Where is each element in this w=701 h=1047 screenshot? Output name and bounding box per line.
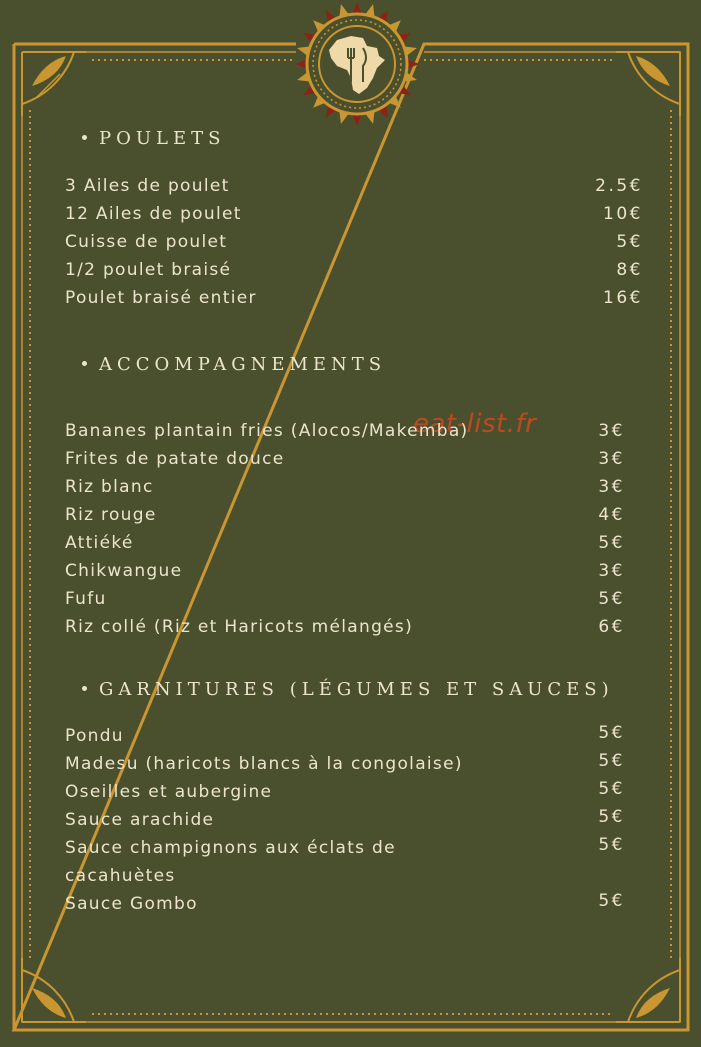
menu-item-price: 2.5€ <box>595 176 643 196</box>
leaf-icon <box>32 56 66 86</box>
menu-item-price: 3€ <box>598 421 625 441</box>
menu-item-price: 5€ <box>598 723 625 743</box>
menu-item: Sauce champignons aux éclats de <box>65 838 396 858</box>
leaf-icon <box>636 56 670 86</box>
bullet <box>82 135 87 140</box>
menu-item: Sauce arachide <box>65 810 215 830</box>
menu-item: Riz rouge <box>65 505 157 525</box>
menu-item: 1/2 poulet braisé <box>65 260 232 280</box>
menu-item-price: 4€ <box>598 505 625 525</box>
menu-item-price: 5€ <box>616 232 643 252</box>
menu-item-price: 5€ <box>598 891 625 911</box>
menu-item: Frites de patate douce <box>65 449 285 469</box>
leaf-icon <box>32 988 66 1018</box>
menu-item-price: 16€ <box>603 288 643 308</box>
menu-item-price: 5€ <box>598 807 625 827</box>
menu-item-price: 5€ <box>598 589 625 609</box>
menu-item: Chikwangue <box>65 561 183 581</box>
menu-item: Poulet braisé entier <box>65 288 257 308</box>
menu-item-price: 5€ <box>598 835 625 855</box>
menu-item-continued: cacahuètes <box>65 866 176 886</box>
menu-item: Madesu (haricots blancs à la congolaise) <box>65 754 463 774</box>
menu-item: Sauce Gombo <box>65 894 198 914</box>
menu-item-price: 3€ <box>598 561 625 581</box>
section-title-garnitures: GARNITURES (LÉGUMES ET SAUCES) <box>82 679 614 700</box>
menu-item: Riz collé (Riz et Haricots mélangés) <box>65 617 414 637</box>
menu-item: Cuisse de poulet <box>65 232 228 252</box>
menu-item: Fufu <box>65 589 107 609</box>
menu-item-price: 5€ <box>598 533 625 553</box>
menu-item-price: 5€ <box>598 779 625 799</box>
menu-item: Pondu <box>65 726 124 746</box>
menu-item: 3 Ailes de poulet <box>65 176 230 196</box>
menu-item: Bananes plantain fries (Alocos/Makemba) <box>65 421 469 441</box>
menu-item-price: 5€ <box>598 751 625 771</box>
menu-item: 12 Ailes de poulet <box>65 204 242 224</box>
bullet <box>82 686 87 691</box>
menu-item-price: 3€ <box>598 477 625 497</box>
menu-item: Riz blanc <box>65 477 154 497</box>
menu-item-price: 8€ <box>616 260 643 280</box>
menu-item-price: 10€ <box>603 204 643 224</box>
menu-item-price: 6€ <box>598 617 625 637</box>
bullet <box>82 361 87 366</box>
watermark: eat-list.fr <box>413 409 537 439</box>
leaf-icon <box>636 988 670 1018</box>
section-title-accompagnements: ACCOMPAGNEMENTS <box>82 354 386 375</box>
section-title-poulets: POULETS <box>82 128 225 149</box>
menu-item: Oseilles et aubergine <box>65 782 273 802</box>
menu-item: Attiéké <box>65 533 134 553</box>
logo-emblem <box>295 2 419 126</box>
menu-item-price: 3€ <box>598 449 625 469</box>
